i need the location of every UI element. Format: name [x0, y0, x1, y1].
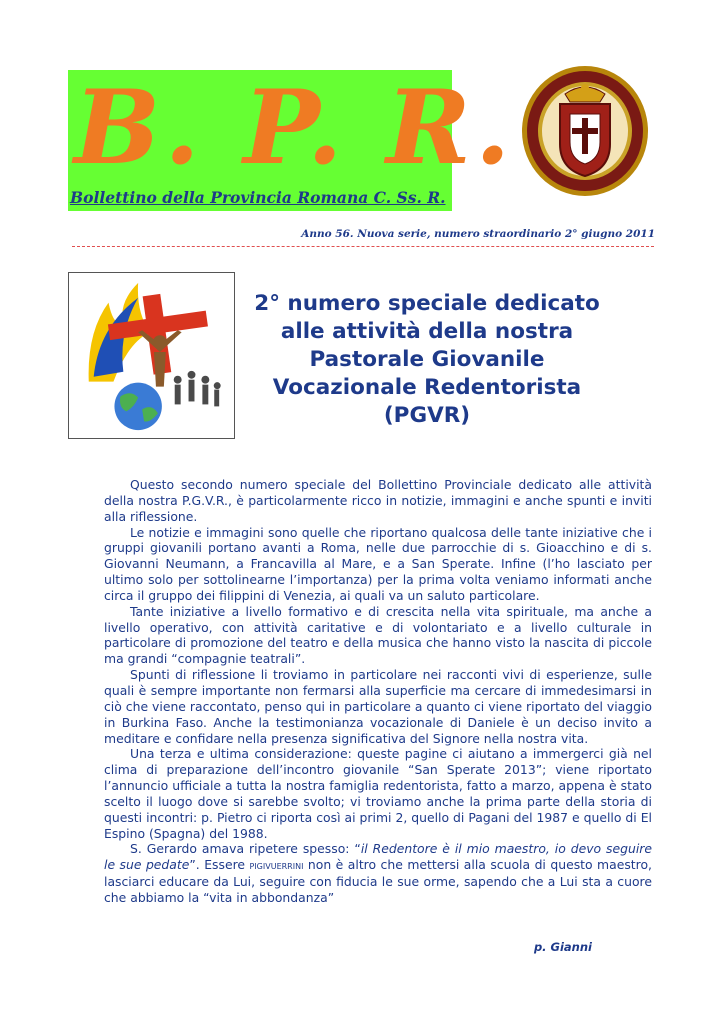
article-paragraph: Questo secondo numero speciale del Bollettino Provinciale dedicato alle attività della nostra P.G.V.R., è particolarmente ricco in notizie, immagini e anche spunti e inviti alla riflessione. — [104, 477, 652, 524]
paragraph-text: ”. Essere — [189, 857, 250, 873]
paragraph-text: non è altro che mettersi alla scuola di questo maestro, lasciarci educare da Lui, seguire con fiducia le sue orme, sapendo che a Lui sta a cuore che abbiamo la “vita in abbondanza” — [104, 857, 652, 905]
paragraph-text: S. Gerardo amava ripetere spesso: “ — [130, 841, 361, 857]
article-paragraph: Una terza e ultima considerazione: queste pagine ci aiutano a immergerci già nel clima di preparazione dell’incontro giovanile “San Sperate 2013”; viene riportato l’annuncio ufficiale a tutta la nostra famiglia redentorista, fatto a marzo, appena è stato scelto il luogo dove si sarebbe svolto; vi troviamo anche la prima parte della storia di questi incontri: p. Pietro ci riporta così ai primi 2, quello di Pagani del 1987 e quello di El Espino (Spagna) del 1988. — [104, 746, 652, 841]
issue-info: Anno 56. Nuova serie, numero straordinario 2° giugno 2011 — [301, 228, 655, 240]
article-body — [104, 477, 652, 906]
page-headline — [232, 290, 622, 430]
article-paragraph: Spunti di riflessione li troviamo in particolare nei racconti vivi di esperienze, sulle quali è sempre importante non fermarsi alla superficie ma cercare di immedesimarsi in ciò che viene raccontato, penso qui in particolare a quanto ci viene riportato del viaggio in Burkina Faso. Anche la testimonianza vocazionale di Daniele è un deciso invito a meditare e confidare nella presenza significativa del Signore nella nostra vita. — [104, 667, 652, 746]
headline-line: 2° numero speciale dedicato — [254, 291, 600, 316]
headline-line: Pastorale Giovanile — [309, 347, 545, 372]
article-paragraph: Le notizie e immagini sono quelle che riportano qualcosa delle tante iniziative che i gruppi giovanili portano avanti a Roma, nelle due parrocchie di s. Gioacchino e di s. Giovanni Neumann, a Francavilla al Mare, e a San Sperate. Infine (l’ho lasciato per ultimo solo per sottolinearne l’importanza) per la prima volta veniamo informati anche circa il gruppo dei filippini di Venezia, ai quali va un saluto particolare. — [104, 524, 652, 603]
headline-line: alle attività della nostra — [280, 319, 574, 344]
coat-of-arms-seal — [520, 64, 650, 198]
article-paragraph: Tante iniziative a livello formativo e di crescita nella vita spirituale, ma anche a livello operativo, con attività caritative e di volontariato e a livello culturale in particolare di promozione del teatro e della musica che hanno visto la nascita di piccole ma grandi “compagnie teatrali”. — [104, 603, 652, 667]
gerardo-quote: il Redentore è il mio maestro, io devo seguire le sue pedate — [104, 841, 652, 873]
dashed-divider — [72, 246, 654, 247]
pgvr-logo — [68, 272, 235, 439]
author-signature: p. Gianni — [533, 940, 592, 954]
headline-line: Vocazionale Redentorista — [272, 375, 582, 400]
masthead-subtitle: Bollettino della Provincia Romana C. Ss. R. — [70, 188, 446, 207]
pgvr-term: pigivuerrini — [249, 859, 304, 873]
masthead-title: B. P. R. — [74, 68, 515, 188]
article-paragraph — [104, 841, 652, 905]
headline-line: (PGVR) — [383, 403, 471, 428]
masthead-banner — [68, 68, 515, 211]
